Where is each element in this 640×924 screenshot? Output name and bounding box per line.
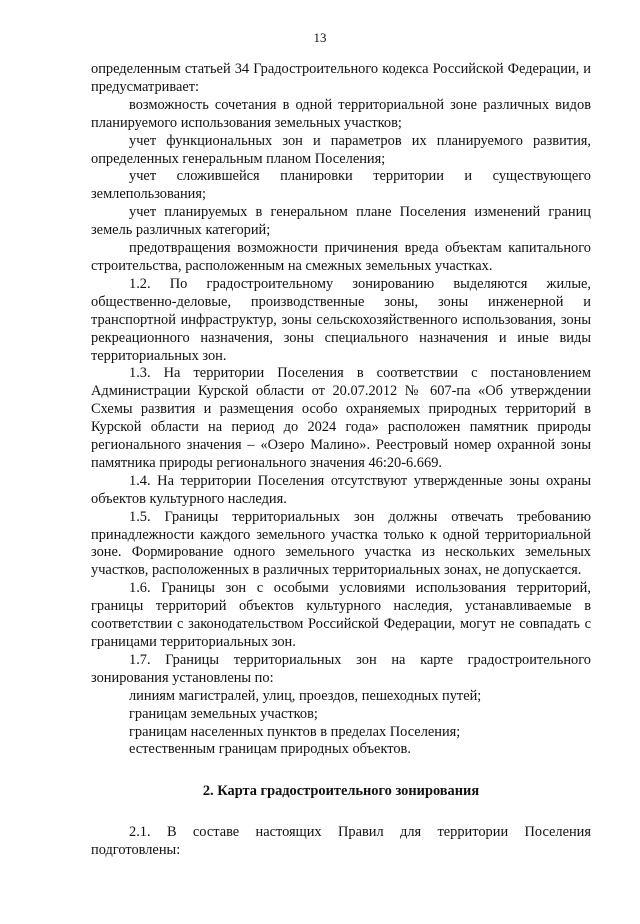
paragraph: 1.6. Границы зон с особыми условиями использования территорий, границы территорий объектов культурного наследия, устанавливаемые в соответствии с законодательством Российской Федерации, могут не совпадать с границами территориальных зон. bbox=[91, 580, 591, 650]
paragraph: определенным статьей 34 Градостроительного кодекса Российской Федерации, и предусматривает: bbox=[91, 61, 591, 95]
paragraph: предотвращения возможности причинения вреда объектам капитального строительства, расположенным на смежных земельных участках. bbox=[91, 240, 591, 274]
paragraph: границам населенных пунктов в пределах Поселения; bbox=[129, 723, 461, 740]
paragraph: учет планируемых в генеральном плане Поселения изменений границ земель различных категорий; bbox=[91, 204, 591, 239]
paragraphs-after-heading bbox=[91, 824, 591, 860]
document-body bbox=[91, 61, 591, 860]
paragraph: возможность сочетания в одной территориальной зоне различных видов планируемого использования земельных участков; bbox=[91, 96, 591, 131]
paragraphs-before-heading bbox=[91, 61, 591, 759]
paragraph: 1.5. Границы территориальных зон должны отвечать требованию принадлежности каждого земельного участка только к одной территориальной зоне. Формирование одного земельного участка из нескольких земельных участков, расположенных в различных территориальных зонах, не допускается. bbox=[91, 508, 591, 579]
paragraph: 1.4. На территории Поселения отсутствуют утвержденные зоны охраны объектов культурного наследия. bbox=[91, 472, 591, 507]
paragraph: 1.3. На территории Поселения в соответствии с постановлением Администрации Курской области от 20.07.2012 № 607-па «Об утверждении Схемы развития и размещения особо охраняемых природных территорий в Курской области на период до 2024 года» расположен памятник природы регионального значения – «Озеро Малино». Реестровый номер охранной зоны памятника природы регионального значения 46:20-6.669. bbox=[91, 365, 591, 471]
paragraph: линиям магистралей, улиц, проездов, пешеходных путей; bbox=[129, 687, 482, 704]
paragraph: учет сложившейся планировки территории и существующего землепользования; bbox=[91, 168, 591, 203]
paragraph: естественным границам природных объектов. bbox=[129, 741, 411, 758]
paragraph: учет функциональных зон и параметров их планируемого развития, определенных генеральным планом Поселения; bbox=[91, 132, 591, 167]
section-heading: 2. Карта градостроительного зонирования bbox=[202, 783, 480, 800]
paragraph: 1.7. Границы территориальных зон на карте градостроительного зонирования установлены по: bbox=[91, 651, 591, 686]
page-number: 13 bbox=[313, 30, 327, 45]
paragraph: 1.2. По градостроительному зонированию выделяются жилые, общественно-деловые, производственные зоны, зоны инженерной и транспортной инфраструктур, зоны сельскохозяйственного использования, зоны рекреационного назначения, зоны специального назначения и иные виды территориальных зон. bbox=[91, 275, 591, 364]
paragraph: 2.1. В составе настоящих Правил для территории Поселения подготовлены: bbox=[91, 824, 591, 859]
paragraph: границам земельных участков; bbox=[129, 705, 318, 722]
